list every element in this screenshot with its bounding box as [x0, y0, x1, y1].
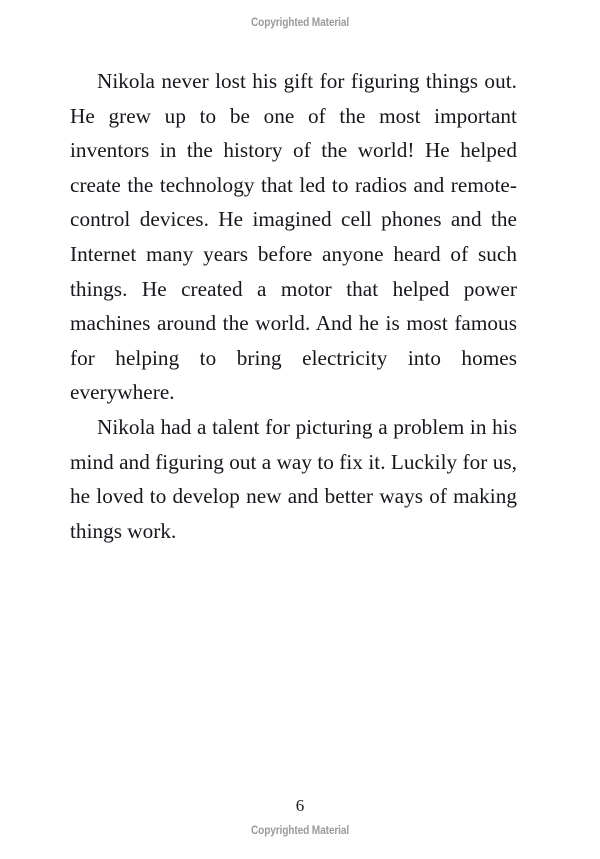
page-number: 6 — [295, 796, 305, 815]
copyright-watermark-bottom: Copyrighted Material — [250, 825, 350, 837]
body-paragraph: Nikola never lost his gift for figuring things out. He grew up to be one of the most important inventors in the history of the world! He helped create the technology that led to radios and remote-control devices. He imagined cell phones and the Internet many years before anyone heard of such things. He created a motor that helped power machines around the world. And he is most famous for helping to bring electricity into homes everywhere. — [70, 69, 517, 405]
copyright-watermark-top: Copyrighted Material — [250, 17, 350, 29]
body-paragraph: Nikola had a talent for picturing a problem in his mind and figuring out a way to fix it. Luckily for us, he loved to develop new and better ways of making things work. — [70, 414, 517, 543]
body-text-block — [70, 64, 517, 548]
